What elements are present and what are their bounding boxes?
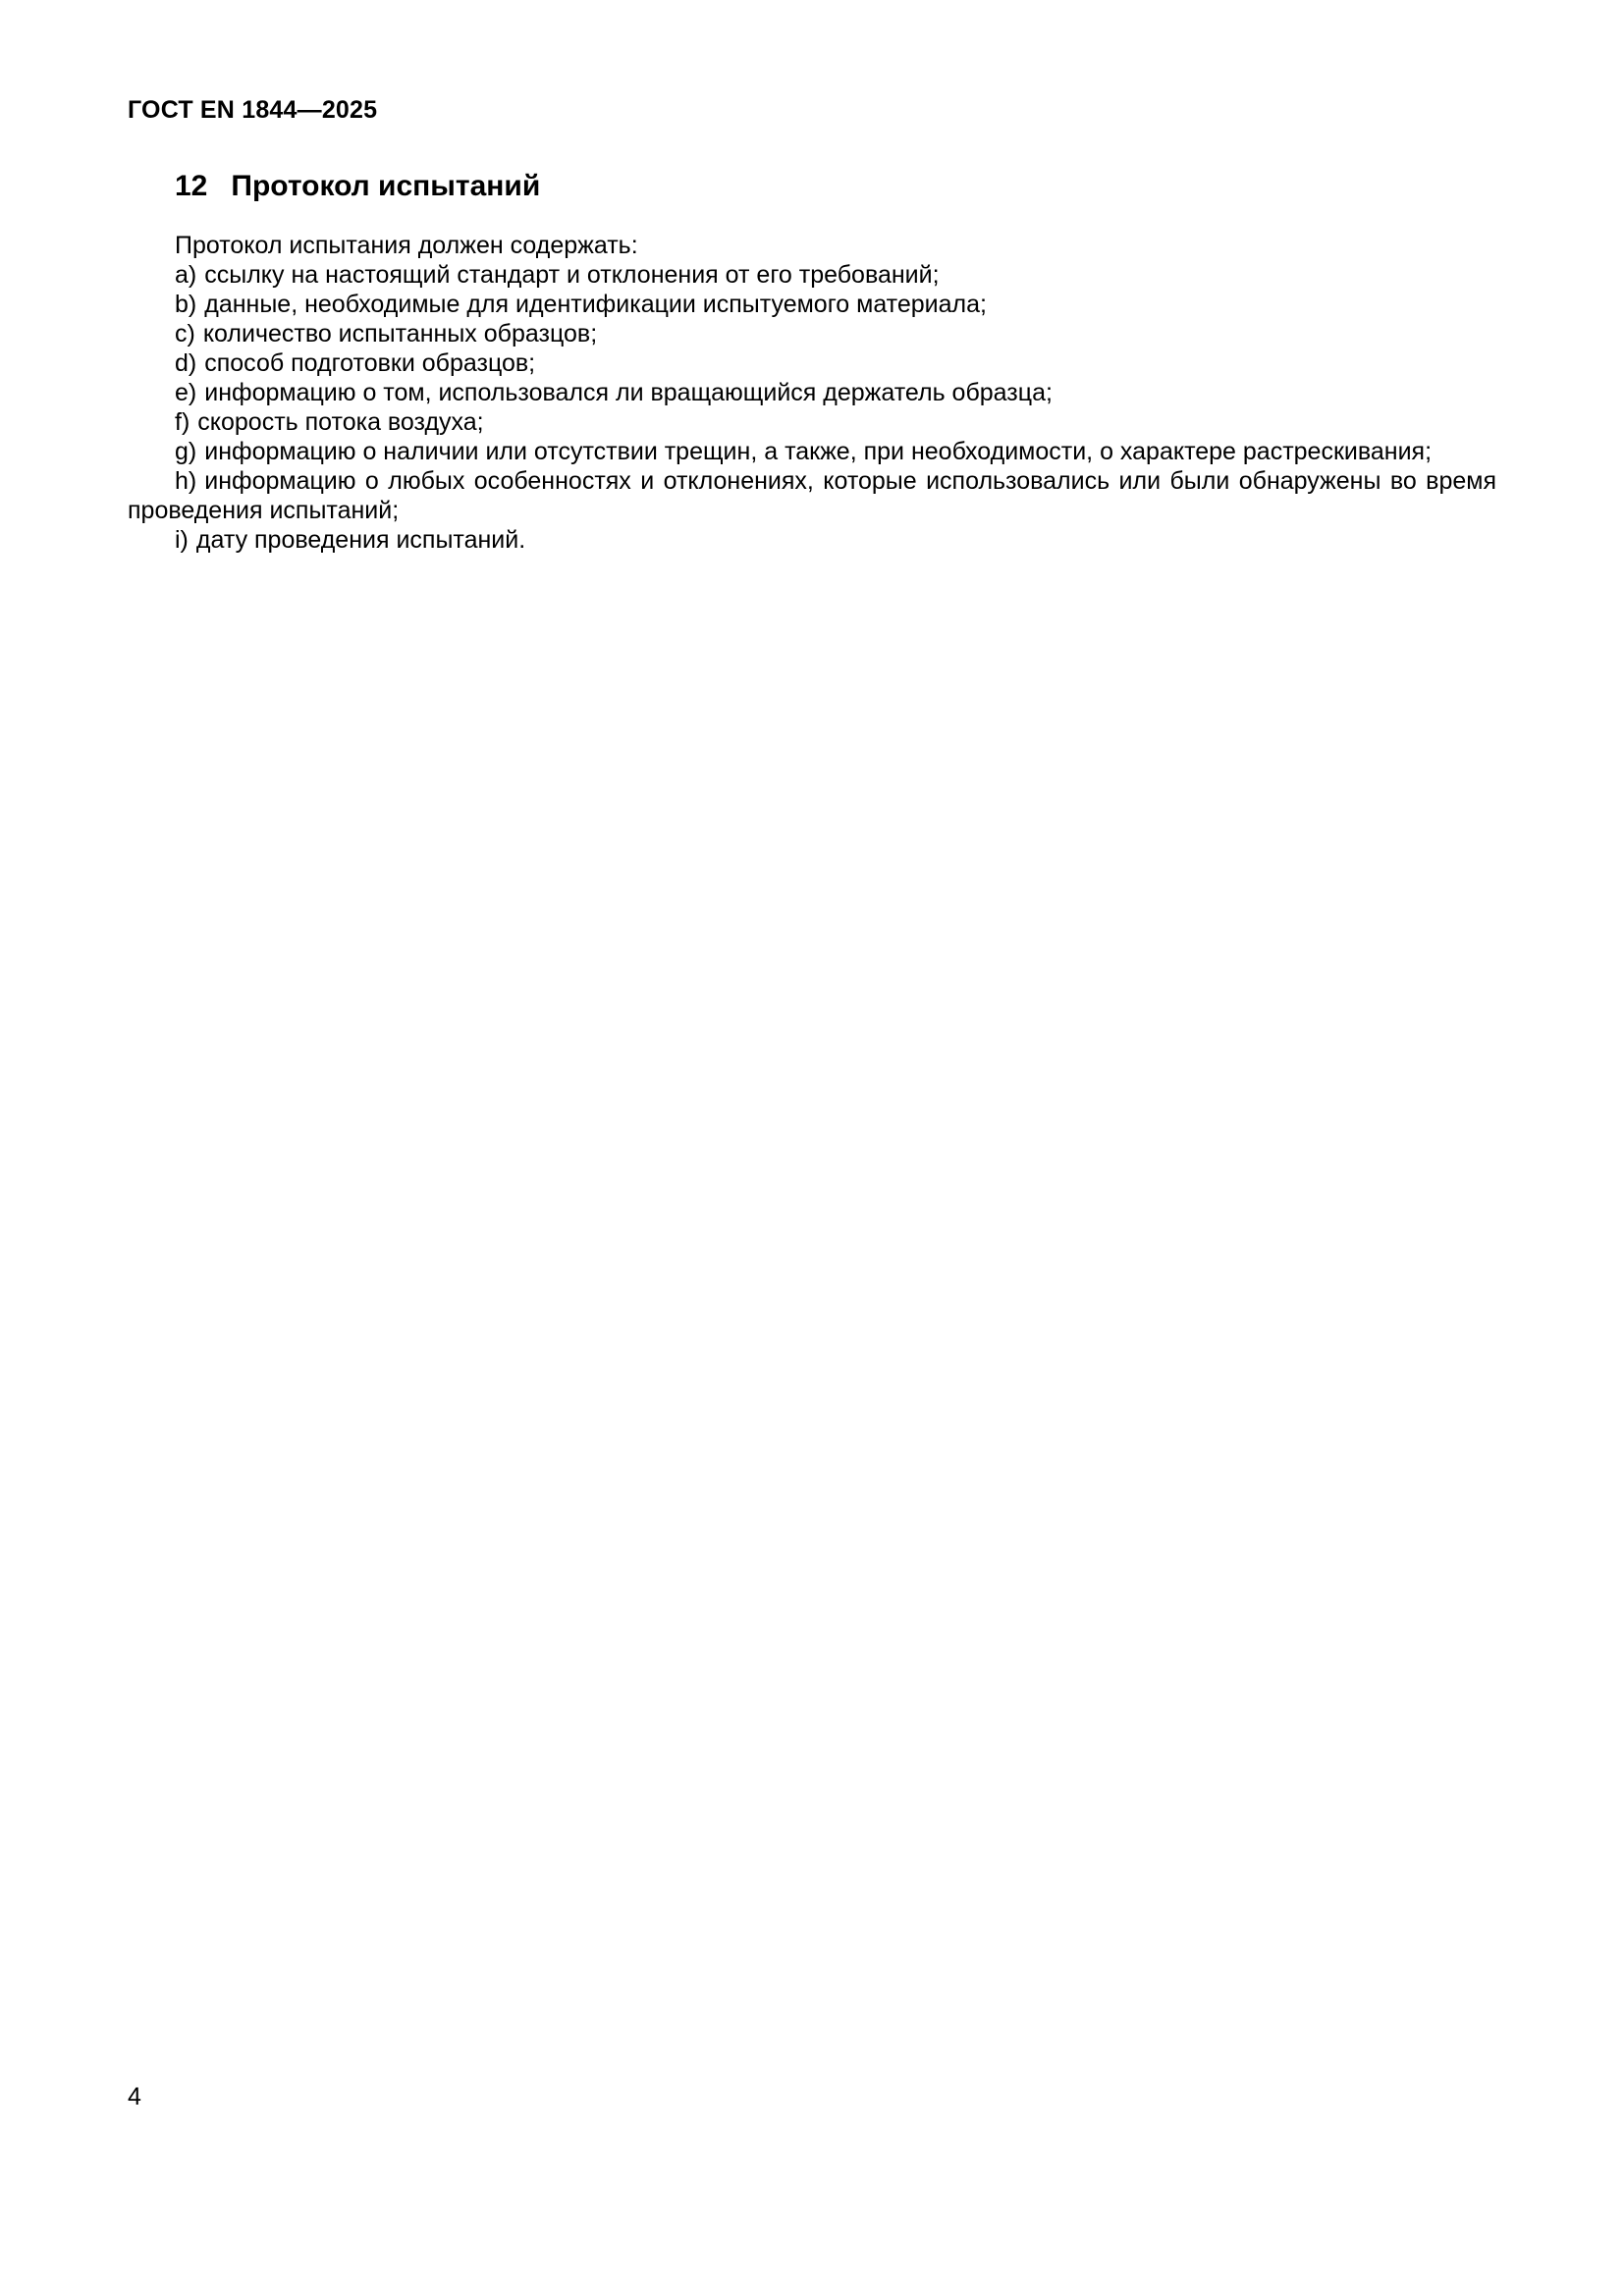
- intro-paragraph: Протокол испытания должен содержать:: [175, 232, 638, 259]
- item-text: данные, необходимые для идентификации испытуемого материала;: [204, 291, 987, 318]
- page-number: 4: [128, 2083, 141, 2110]
- item-text: скорость потока воздуха;: [197, 408, 484, 436]
- list-item: [128, 290, 1496, 319]
- list-item: [128, 319, 1496, 348]
- section-heading: [175, 170, 1496, 203]
- list-item: [128, 348, 1496, 378]
- item-label: a): [175, 261, 197, 289]
- item-label: i): [175, 526, 189, 554]
- item-label: d): [175, 349, 197, 377]
- item-label: c): [175, 320, 195, 347]
- item-label: g): [175, 438, 197, 465]
- item-text: способ подготовки образцов;: [204, 349, 536, 377]
- section-body: [128, 231, 1496, 555]
- list-item: [128, 437, 1496, 466]
- document-header: ГОСТ EN 1844—2025: [128, 96, 378, 124]
- item-label: e): [175, 379, 197, 406]
- item-label: b): [175, 291, 197, 318]
- item-label: h): [175, 467, 197, 495]
- item-text: количество испытанных образцов;: [202, 320, 598, 347]
- item-text: дату проведения испытаний.: [195, 526, 526, 554]
- section-title: Протокол испытаний: [231, 170, 541, 202]
- list-item: [128, 378, 1496, 407]
- item-text: информацию о наличии или отсутствии трещин, а также, при необходимости, о характере растрескивания;: [204, 438, 1433, 465]
- item-text: ссылку на настоящий стандарт и отклонения от его требований;: [204, 261, 940, 289]
- list-item: [128, 260, 1496, 290]
- item-text: информацию о любых особенностях и отклонениях, которые использовались или были обнаружены во время проведения испытаний;: [128, 467, 1496, 524]
- list-item: [128, 407, 1496, 437]
- list-item: [128, 525, 1496, 555]
- list-item: [128, 466, 1496, 525]
- item-text: информацию о том, использовался ли вращающийся держатель образца;: [204, 379, 1053, 406]
- section-number: 12: [175, 170, 208, 202]
- item-label: f): [175, 408, 190, 436]
